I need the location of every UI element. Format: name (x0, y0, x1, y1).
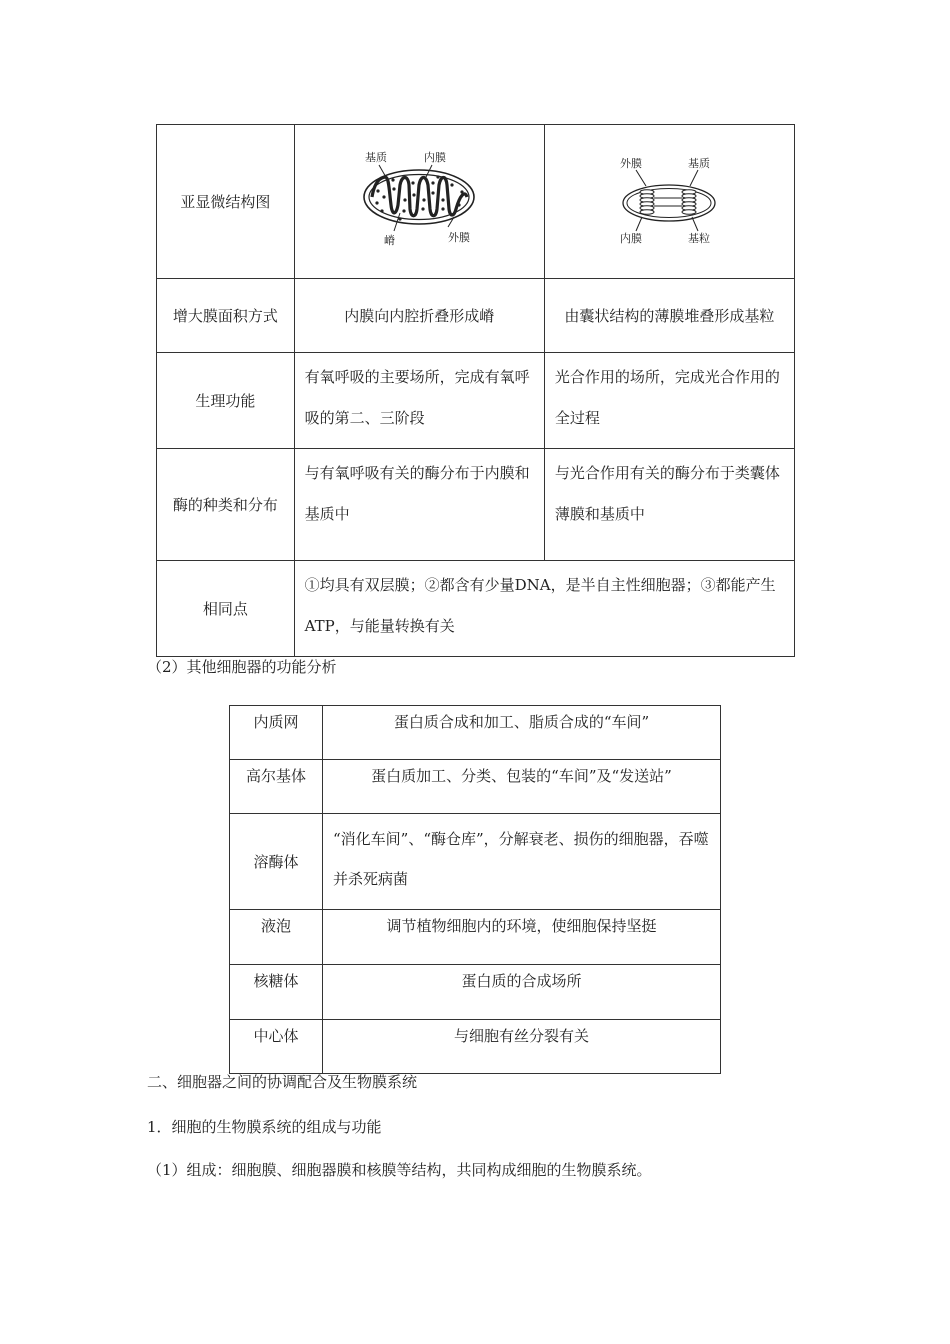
label-crista: 嵴 (384, 233, 396, 247)
organelle-name: 液泡 (230, 910, 323, 965)
subsection-heading: 1．细胞的生物膜系统的组成与功能 (147, 1118, 382, 1136)
table-row (157, 449, 795, 561)
label-granum: 基粒 (688, 231, 711, 245)
table-row (230, 1020, 721, 1074)
organelle-comparison-table (156, 124, 795, 657)
organelle-name: 中心体 (230, 1020, 323, 1074)
organelle-function: 蛋白质合成和加工、脂质合成的“车间” (323, 706, 721, 760)
organelle-function: 蛋白质的合成场所 (323, 965, 721, 1020)
section-heading: 二、细胞器之间的协调配合及生物膜系统 (147, 1073, 418, 1091)
section-subheading: （2）其他细胞器的功能分析 (147, 658, 337, 676)
row-label: 亚显微结构图 (157, 125, 295, 279)
organelle-name: 内质网 (230, 706, 323, 760)
chloroplast-cell: 由囊状结构的薄膜堆叠形成基粒 (544, 279, 794, 353)
label-matrix: 基质 (688, 156, 711, 170)
chloroplast-diagram (614, 155, 724, 245)
row-label: 酶的种类和分布 (157, 449, 295, 561)
organelle-name: 溶酶体 (230, 814, 323, 910)
row-label: 增大膜面积方式 (157, 279, 295, 353)
organelle-function: “消化车间”、“酶仓库”，分解衰老、损伤的细胞器，吞噬并杀死病菌 (323, 814, 721, 910)
mitochondria-cell: 与有氧呼吸有关的酶分布于内膜和基质中 (294, 449, 544, 561)
table-row (157, 125, 795, 279)
organelle-name: 高尔基体 (230, 760, 323, 814)
mitochondria-diagram-cell (294, 125, 544, 279)
table-row (157, 561, 795, 657)
mitochondria-cell: 有氧呼吸的主要场所，完成有氧呼吸的第二、三阶段 (294, 353, 544, 449)
mitochondria-cell: 内膜向内腔折叠形成嵴 (294, 279, 544, 353)
table-row (230, 910, 721, 965)
organelle-name: 核糖体 (230, 965, 323, 1020)
chloroplast-cell: 与光合作用有关的酶分布于类囊体薄膜和基质中 (544, 449, 794, 561)
label-outer-membrane: 外膜 (448, 230, 471, 244)
table-row (157, 353, 795, 449)
common-points-cell: ①均具有双层膜；②都含有少量DNA，是半自主性细胞器；③都能产生ATP，与能量转换有关 (294, 561, 794, 657)
label-inner-membrane: 内膜 (620, 231, 643, 245)
organelle-function-table (229, 705, 721, 1074)
organelle-function: 调节植物细胞内的环境，使细胞保持坚挺 (323, 910, 721, 965)
row-label: 生理功能 (157, 353, 295, 449)
label-matrix: 基质 (365, 150, 388, 164)
row-label: 相同点 (157, 561, 295, 657)
organelle-function: 蛋白质加工、分类、包装的“车间”及“发送站” (323, 760, 721, 814)
body-paragraph: （1）组成：细胞膜、细胞器膜和核膜等结构，共同构成细胞的生物膜系统。 (147, 1161, 652, 1179)
mitochondria-diagram (344, 145, 494, 255)
label-outer-membrane: 外膜 (620, 156, 643, 170)
table-row (230, 760, 721, 814)
table-row (230, 965, 721, 1020)
label-inner-membrane: 内膜 (424, 150, 447, 164)
chloroplast-diagram-cell (544, 125, 794, 279)
table-row (157, 279, 795, 353)
table-row (230, 814, 721, 910)
organelle-function: 与细胞有丝分裂有关 (323, 1020, 721, 1074)
table-row (230, 706, 721, 760)
chloroplast-cell: 光合作用的场所，完成光合作用的全过程 (544, 353, 794, 449)
